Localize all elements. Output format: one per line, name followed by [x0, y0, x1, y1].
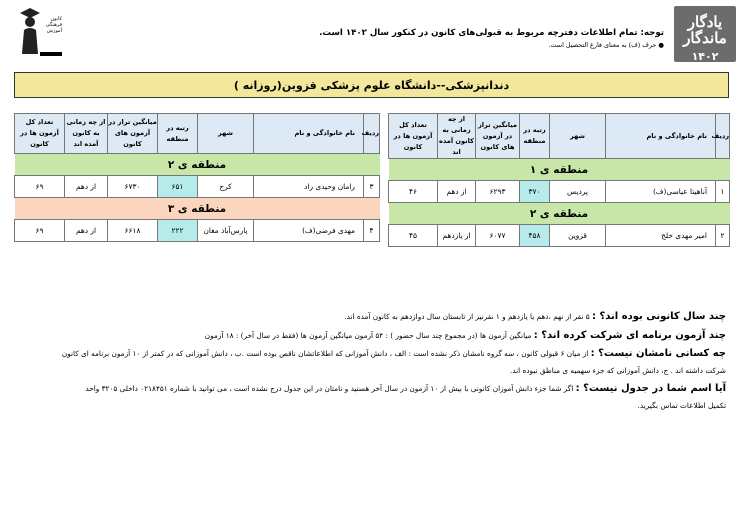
col-header: ردیف — [716, 114, 730, 159]
logo-bar — [40, 52, 62, 56]
col-header: شهر — [198, 114, 254, 154]
zone-label: منطقه ی ۲ — [15, 154, 380, 176]
faq-item — [20, 347, 726, 377]
faq-item — [20, 382, 726, 412]
table-header — [15, 114, 380, 154]
zone-label: منطقه ی ۲ — [389, 203, 730, 225]
table-row: ۴ مهدی فرضی(ف) پارس‌آباد مغان ۲۲۲ ۶۶۱۸ از دهم ۶۹ — [15, 220, 380, 242]
logo-text: کانون فرهنگی آموزش — [45, 16, 62, 35]
col-header: تعداد کل آزمون ها در کانون — [15, 114, 65, 154]
col-header: میانگین تراز در آزمون های کانون — [476, 114, 520, 159]
col-header: رتبه در منطقه — [158, 114, 198, 154]
table-right — [388, 113, 730, 247]
table-row: ۲ امیر مهدی خلج قزوین ۴۵۸ ۶۰۷۷ از یازدهم ۴۵ — [389, 225, 730, 247]
page-title: دندانپزشکی--دانشگاه علوم پزشکی قزوین(روزانه ) — [14, 72, 729, 98]
faq-question: چند سال کانونی بوده اند؟ : — [591, 311, 726, 322]
col-header: شهر — [550, 114, 606, 159]
col-header: ردیف — [364, 114, 380, 154]
footnote-text: ● حرف (ف) به معنای فارغ التحصیل است. — [548, 41, 664, 49]
table-row: ۱ آناهیتا عباسی(ف) پردیس ۳۷۰ ۶۲۹۳ از دهم ۴۶ — [389, 181, 730, 203]
faq-answer-cont: شرکت داشته اند . ج، دانش آموزانی که جزء سهمیه ی مناطق نبوده اند. — [509, 365, 726, 375]
faq-answer: میانگین آزمون ها (در مجموع چند سال حضور ) : ۵۴ آزمون میانگین آزمون ها (فقط در سال آخر) : ۱۸ آزمون — [204, 330, 532, 340]
kanoon-logo — [20, 6, 62, 58]
faq-question: چه کسانی نامشان نیست؟ : — [590, 348, 726, 359]
col-header: رتبه در منطقه — [520, 114, 550, 159]
zone-row — [15, 198, 380, 220]
notice-block — [104, 28, 664, 49]
table-header — [389, 114, 730, 159]
faq-answer: از میان ۶ قبولی کانون ، سه گروه نامشان ذکر نشده است : الف ، دانش آموزانی که اطلاعاتشان ناقص بوده است .ب ، دانش آموزانی که در کمتر از ۱۰ آزمون برنامه ای کانون — [61, 349, 589, 358]
brand-year: ۱۴۰۲ — [691, 50, 719, 63]
col-header: نام خانوادگی و نام — [254, 114, 364, 154]
faq-answer: ۵ نفر از نهم ،دهم یا یازدهم و ۱ نفرنیز از تابستان سال دوازدهم به کانون آمده اند. — [344, 312, 590, 321]
table-row: ۳ رامان وحیدی راد کرج ۶۵۱ ۶۷۳۰ از دهم ۶۹ — [15, 176, 380, 198]
col-header: نام خانوادگی و نام — [606, 114, 716, 159]
zone-row — [15, 154, 380, 176]
faq-item — [20, 310, 726, 324]
table-left — [14, 113, 380, 242]
brand-title: یادگار ماندگار — [683, 13, 727, 47]
faq-question: آیا اسم شما در جدول نیست؟ : — [575, 383, 726, 394]
brand-badge — [674, 6, 736, 62]
col-header: از چه زمانی به کانون آمده اند — [438, 114, 476, 159]
faq-item — [20, 329, 726, 343]
zone-row — [389, 203, 730, 225]
zone-label: منطقه ی ۳ — [15, 198, 380, 220]
zone-row — [389, 159, 730, 181]
notice-text: توجه: تمام اطلاعات دفترچه مربوط به قبولی‌های کانون در کنکور سال ۱۴۰۲ است. — [319, 28, 664, 38]
faq-section — [20, 310, 726, 417]
col-header: از چه زمانی به کانون آمده اند — [65, 114, 108, 154]
col-header: میانگین تراز در آزمون های کانون — [108, 114, 158, 154]
col-header: تعداد کل آزمون ها در کانون — [389, 114, 438, 159]
zone-label: منطقه ی ۱ — [389, 159, 730, 181]
faq-answer: اگر شما جزء دانش آموزان کانونی با بیش از ۱۰ آزمون در سال آخر هستید و نامتان در این جدول درج نشده است ، می توانید با شماره ۰۲۱۸۴۵۱ داخلی ۳۲۰۵ واحد — [85, 384, 574, 393]
faq-answer-cont: تکمیل اطلاعات تماس بگیرید. — [637, 400, 726, 410]
graduate-icon — [20, 6, 40, 56]
faq-question: چند آزمون برنامه ای شرکت کرده اند؟ : — [533, 329, 726, 341]
